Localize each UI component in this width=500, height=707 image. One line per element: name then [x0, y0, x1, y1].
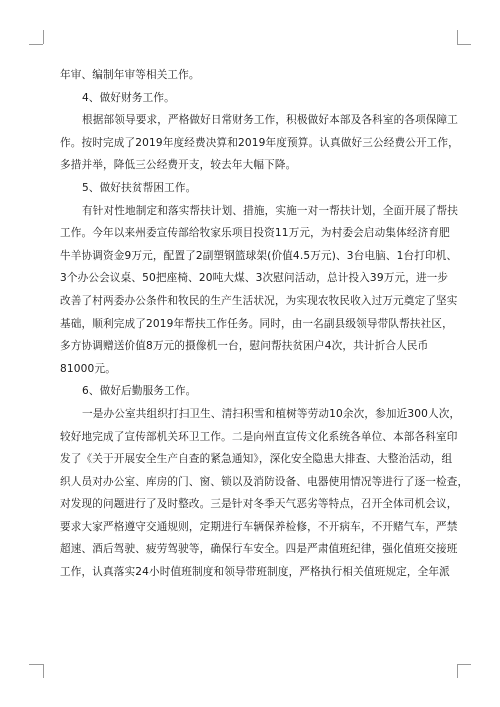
paragraph-line: 织人员对办公室、库房的门、窗、锁以及消防设备、电器使用情况等进行了逐一检查，: [60, 475, 469, 488]
paragraph: [60, 64, 440, 87]
crop-mark-top-right-v: [457, 30, 458, 44]
paragraph-line: 改善了村两委办公条件和牧民的生产生活状况，为实现农牧民收入过万元奠定了坚实: [60, 294, 458, 307]
paragraph-line: 较好地完成了宣传部机关环卫工作。二是向州直宣传文化系统各单位、本部各科室印: [60, 430, 458, 443]
section-heading: 5、做好扶贫帮困工作。: [82, 181, 197, 194]
paragraph-line: 81000元。: [60, 362, 116, 375]
document-body: [60, 64, 469, 584]
paragraph-line: 3个办公会议桌、50把座椅、20吨大煤、3次慰问活动，总计投入39万元，进一步: [60, 272, 449, 285]
paragraph-line: 牛羊协调资金9万元，配置了2副塑钢篮球架(价值4.5万元)、3台电脑、1台打印机、: [60, 249, 458, 262]
section-heading: 6、做好后勤服务工作。: [82, 385, 197, 398]
paragraph-line: 发了《关于开展安全生产自查的紧急通知》，深化安全隐患大排查、大整治活动，组: [60, 453, 453, 466]
paragraph: [60, 109, 459, 177]
crop-mark-bottom-left-v: [43, 664, 44, 678]
crop-mark-top-left-v: [43, 30, 44, 44]
crop-mark-top-right-h: [457, 44, 471, 45]
paragraph-line: 工作。今年以来州委宣传部给牧家乐项目投资11万元，为村委会启动集体经济育肥: [60, 227, 450, 240]
paragraph-line: 多方协调赠送价值8万元的摄像机一台，慰问帮扶贫困户4次，共计折合人民币: [60, 340, 429, 353]
paragraph-line: 作。按时完成了2019年度经费决算和2019年度预算。认真做好三公经费公开工作，: [60, 136, 459, 149]
paragraph-line: 要求大家严格遵守交通规则，定期进行车辆保养检修，不开病车，不开赌气车，严禁: [60, 520, 458, 533]
paragraph: [60, 403, 469, 584]
paragraph-line: 超速、酒后驾驶、疲劳驾驶等，确保行车安全。四是严肃值班纪律，强化值班交接班: [60, 543, 458, 556]
section-heading: 4、做好财务工作。: [82, 91, 175, 104]
crop-mark-bottom-left-h: [29, 664, 43, 665]
paragraph-line: 对发现的问题进行了及时整改。三是针对冬季天气恶劣等特点，召开全体司机会议，: [60, 498, 458, 511]
paragraph-line: 多措并举，降低三公经费开支，较去年大幅下降。: [60, 159, 297, 172]
paragraph-line: 年审、编制年审等相关工作。: [60, 69, 200, 81]
paragraph-line: 工作，认真落实24小时值班制度和领导带班制度，严格执行相关值班规定，全年派: [60, 566, 450, 579]
paragraph-line: 基础，顺利完成了2019年帮扶工作任务。同时，由一名副县级领导带队帮扶社区，: [60, 317, 453, 330]
paragraph: [60, 200, 459, 381]
crop-mark-bottom-right-h: [457, 664, 471, 665]
paragraph-line: 一是办公室共组织打扫卫生、清扫积雪和植树等劳动10余次，参加近300人次，: [82, 407, 461, 420]
crop-mark-top-left-h: [29, 44, 43, 45]
paragraph-line: 有针对性地制定和落实帮扶计划、措施，实施一对一帮扶计划，全面开展了帮扶: [82, 204, 459, 217]
crop-mark-bottom-right-v: [457, 664, 458, 678]
paragraph-line: 根据部领导要求，严格做好日常财务工作，积极做好本部及各科室的各项保障工: [82, 114, 459, 127]
